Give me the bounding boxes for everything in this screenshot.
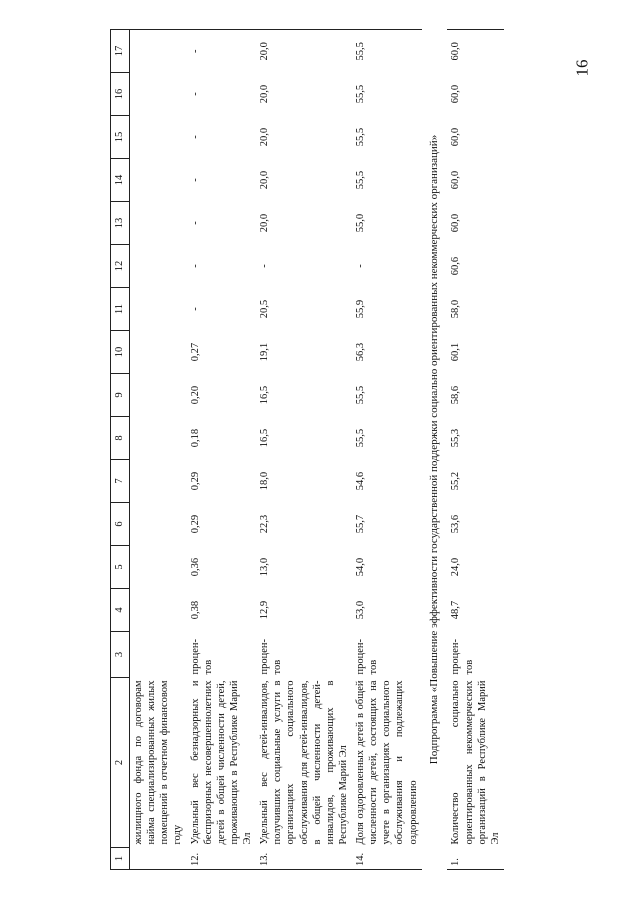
value-cell: - bbox=[355, 264, 366, 268]
value-cell: 20,0 bbox=[259, 213, 271, 233]
value-cell: 60,0 bbox=[450, 127, 462, 147]
indicator-name: Доля оздоровленных детей в общей численности детей, состоящих на учете в организациях социального обслуживания и подлежащих оздоровлению bbox=[355, 680, 419, 845]
page-number: 16 bbox=[572, 59, 592, 77]
unit-cell: процен-тов bbox=[259, 638, 284, 675]
value-cell: 54,0 bbox=[355, 557, 366, 577]
header-cell: 6 bbox=[111, 503, 130, 546]
unit-cell: процен-тов bbox=[189, 638, 214, 675]
indicator-name: Удельный вес безнадзорных и беспризорных несовершеннолетних детей в общей численности детей, проживающих в Республике Марий Эл bbox=[189, 680, 253, 845]
row-number bbox=[130, 848, 187, 870]
value-cell: 20,0 bbox=[259, 84, 271, 104]
value-cell: 55,3 bbox=[450, 428, 462, 448]
value-cell: 0,36 bbox=[189, 557, 201, 577]
header-cell: 7 bbox=[111, 460, 130, 503]
value-cell: 0,38 bbox=[189, 600, 201, 620]
value-cell bbox=[130, 245, 187, 288]
value-cell bbox=[130, 374, 187, 417]
value-cell bbox=[130, 331, 187, 374]
value-cell: 12,9 bbox=[259, 600, 271, 620]
value-cell bbox=[130, 417, 187, 460]
unit-cell: процен-тов bbox=[450, 638, 475, 675]
value-cell: 24,0 bbox=[450, 557, 462, 577]
header-cell: 14 bbox=[111, 159, 130, 202]
value-cell: - bbox=[189, 264, 201, 268]
value-cell: 55,2 bbox=[450, 471, 462, 491]
value-cell bbox=[130, 116, 187, 159]
value-cell: 55,9 bbox=[355, 299, 366, 319]
header-cell: 3 bbox=[111, 632, 130, 678]
unit-cell bbox=[130, 632, 187, 678]
indicators-table bbox=[110, 29, 504, 870]
header-cell: 13 bbox=[111, 202, 130, 245]
table-row bbox=[256, 30, 352, 870]
header-row bbox=[111, 30, 130, 870]
value-cell: 13,0 bbox=[259, 557, 271, 577]
table-row bbox=[447, 30, 504, 870]
value-cell: - bbox=[189, 178, 201, 182]
header-cell: 9 bbox=[111, 374, 130, 417]
value-cell: 48,7 bbox=[450, 600, 462, 620]
value-cell bbox=[130, 546, 187, 589]
value-cell: 0,20 bbox=[189, 385, 201, 405]
value-cell bbox=[130, 202, 187, 245]
value-cell: 55,5 bbox=[355, 170, 366, 190]
value-cell: 53,6 bbox=[450, 514, 462, 534]
value-cell bbox=[130, 460, 187, 503]
subprogram-row bbox=[422, 30, 448, 870]
row-number: 13. bbox=[256, 848, 352, 870]
table-row bbox=[187, 30, 257, 870]
value-cell: - bbox=[189, 135, 201, 139]
value-cell: 0,29 bbox=[189, 471, 201, 491]
value-cell: 55,5 bbox=[355, 127, 366, 147]
value-cell: - bbox=[187, 30, 257, 73]
header-cell: 8 bbox=[111, 417, 130, 460]
value-cell: 20,0 bbox=[256, 30, 352, 73]
row-number: 14. bbox=[352, 848, 422, 870]
value-cell: 60,0 bbox=[447, 30, 504, 73]
value-cell: 58,0 bbox=[450, 299, 462, 319]
unit-cell: процен-тов bbox=[355, 638, 380, 675]
value-cell: 18,0 bbox=[259, 471, 271, 491]
subprogram-title: Подпрограмма «Повышение эффективности государственной поддержки социально ориентированных некоммерческих организаций» bbox=[427, 134, 440, 765]
value-cell bbox=[130, 503, 187, 546]
value-cell: 60,1 bbox=[450, 342, 462, 362]
value-cell: 60,0 bbox=[450, 170, 462, 190]
value-cell: 55,5 bbox=[355, 428, 366, 448]
value-cell bbox=[130, 288, 187, 331]
header-cell: 12 bbox=[111, 245, 130, 288]
header-cell: 5 bbox=[111, 546, 130, 589]
header-cell: 10 bbox=[111, 331, 130, 374]
value-cell: 22,3 bbox=[259, 514, 271, 534]
value-cell: 53,0 bbox=[355, 600, 366, 620]
value-cell bbox=[130, 589, 187, 632]
value-cell: 56,3 bbox=[355, 342, 366, 362]
indicator-name: жилищного фонда по договорам найма специализированных жилых помещений в отчетном финансовом году bbox=[133, 680, 184, 845]
table-row bbox=[130, 30, 187, 870]
row-number: 12. bbox=[187, 848, 257, 870]
value-cell: 0,27 bbox=[189, 342, 201, 362]
value-cell bbox=[130, 30, 187, 73]
value-cell: 19,1 bbox=[259, 342, 271, 362]
header-cell: 11 bbox=[111, 288, 130, 331]
header-cell: 4 bbox=[111, 589, 130, 632]
value-cell: 16,5 bbox=[259, 385, 271, 405]
value-cell: - bbox=[189, 221, 201, 225]
indicators-table-sheet bbox=[110, 40, 530, 870]
value-cell: 20,5 bbox=[259, 299, 271, 319]
header-cell: 15 bbox=[111, 116, 130, 159]
value-cell: 20,0 bbox=[259, 170, 271, 190]
value-cell: 55,5 bbox=[352, 30, 422, 73]
row-number: 1. bbox=[447, 848, 504, 870]
indicator-name: Количество социально ориентированных некоммерческих организаций в Республике Марий Эл bbox=[450, 680, 501, 845]
value-cell: 20,0 bbox=[259, 127, 271, 147]
value-cell bbox=[130, 159, 187, 202]
header-cell: 17 bbox=[111, 30, 130, 73]
indicator-name: Удельный вес детей-инвалидов, получивших социальные услуги в организациях социального обслуживания для детей-инвалидов, в общей численности детей-инвалидов, проживающих в Республике Марий Эл bbox=[259, 680, 349, 845]
value-cell: - bbox=[259, 264, 271, 268]
value-cell: 0,18 bbox=[189, 428, 201, 448]
value-cell: 60,0 bbox=[450, 213, 462, 233]
value-cell: - bbox=[189, 307, 201, 311]
value-cell: 55,7 bbox=[355, 514, 366, 534]
header-cell: 16 bbox=[111, 73, 130, 116]
value-cell: 55,5 bbox=[355, 385, 366, 405]
table-row bbox=[352, 30, 422, 870]
value-cell: 54,6 bbox=[355, 471, 366, 491]
value-cell: 55,0 bbox=[355, 213, 366, 233]
header-cell: 1 bbox=[111, 848, 130, 870]
value-cell: 55,5 bbox=[355, 84, 366, 104]
header-cell: 2 bbox=[111, 678, 130, 848]
value-cell: - bbox=[189, 92, 201, 96]
value-cell: 0,29 bbox=[189, 514, 201, 534]
value-cell: 60,6 bbox=[450, 256, 462, 276]
value-cell: 60,0 bbox=[450, 84, 462, 104]
value-cell: 16,5 bbox=[259, 428, 271, 448]
value-cell: 58,6 bbox=[450, 385, 462, 405]
value-cell bbox=[130, 73, 187, 116]
